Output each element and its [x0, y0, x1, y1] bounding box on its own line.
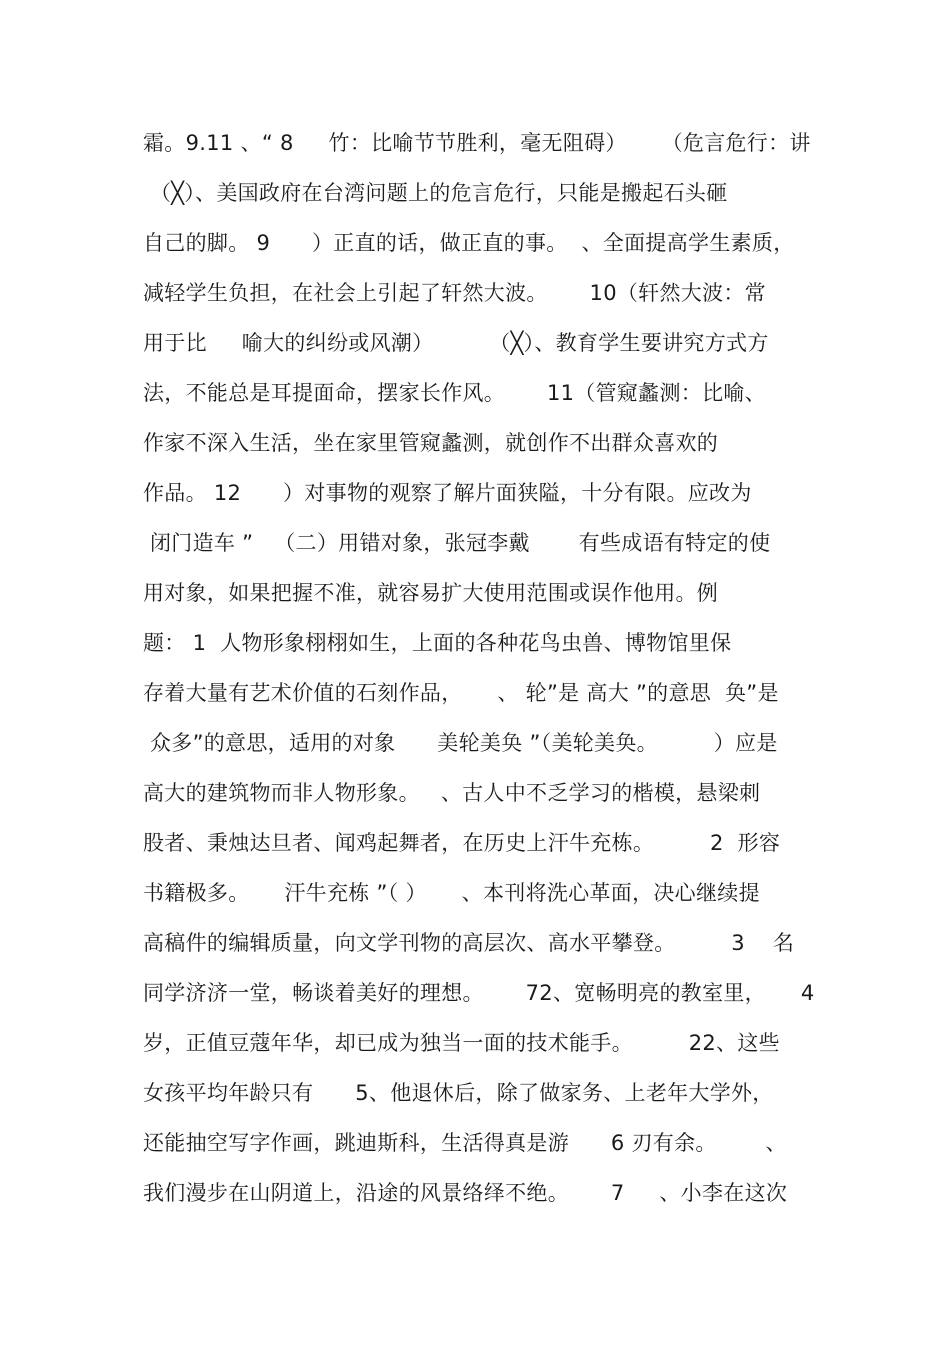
text-line: 法，不能总是耳提面命，摆家长作风。 11（管窥蠡测：比喻、: [143, 381, 766, 405]
text-line: 我们漫步在山阴道上，沿途的风景络绎不绝。 7 、小李在这次: [143, 1181, 788, 1205]
text-line: 高稿件的编辑质量，向文学刊物的高层次、高水平攀登。 3 名: [143, 931, 795, 955]
text-line: 自己的脚。 9 ）正直的话，做正直的事。 、全面提高学生素质，: [143, 231, 795, 255]
text-line: 高大的建筑物而非人物形象。 、古人中不乏学习的楷模，悬梁刺: [143, 781, 761, 805]
text-line: 题： 1 人物形象栩栩如生，上面的各种花鸟虫兽、博物馆里保: [143, 631, 732, 655]
text-line: 霜。9.11 、“ 8 竹：比喻节节胜利，毫无阻碍） （危言危行：讲: [143, 131, 811, 155]
text-line: 用于比 喻大的纠纷或风潮） （╳）、教育学生要讲究方式方: [143, 331, 769, 355]
text-line: 作品。 12 ）对事物的观察了解片面狭隘，十分有限。应改为: [143, 481, 752, 505]
text-line: 岁，正值豆蔻年华，却已成为独当一面的技术能手。 22、这些: [143, 1031, 780, 1055]
text-line: 闭门造车 ” （二）用错对象，张冠李戴 有些成语有特定的使: [143, 531, 771, 555]
text-line: 还能抽空写字作画，跳迪斯科，生活得真是游 6 刃有余。 、: [143, 1131, 787, 1155]
text-line: （╳）、美国政府在台湾问题上的危言危行，只能是搬起石头砸: [143, 181, 728, 205]
text-line: 用对象，如果把握不准，就容易扩大使用范围或误作他用。例: [143, 581, 719, 605]
text-line: 众多”的意思，适用的对象 美轮美奂 ”（美轮美奂。 ）应是: [143, 731, 778, 755]
text-line: 股者、秉烛达旦者、闻鸡起舞者，在历史上汗牛充栋。 2 形容: [143, 831, 781, 855]
text-line: 同学济济一堂，畅谈着美好的理想。 72、宽畅明亮的教室里， 4: [143, 981, 815, 1005]
text-line: 存着大量有艺术价值的石刻作品， 、 轮”是 高大 ”的意思 奂”是: [143, 681, 779, 705]
text-line: 女孩平均年龄只有 5、他退休后，除了做家务、上老年大学外，: [143, 1081, 774, 1105]
text-line: 减轻学生负担，在社会上引起了轩然大波。 10（轩然大波：常: [143, 281, 766, 305]
text-line: 书籍极多。 汗牛充栋 ”（ ） 、本刊将洗心革面，决心继续提: [143, 881, 760, 905]
body-text: [143, 118, 823, 1218]
text-line: 作家不深入生活，坐在家里管窥蠡测，就创作不出群众喜欢的: [143, 431, 719, 455]
